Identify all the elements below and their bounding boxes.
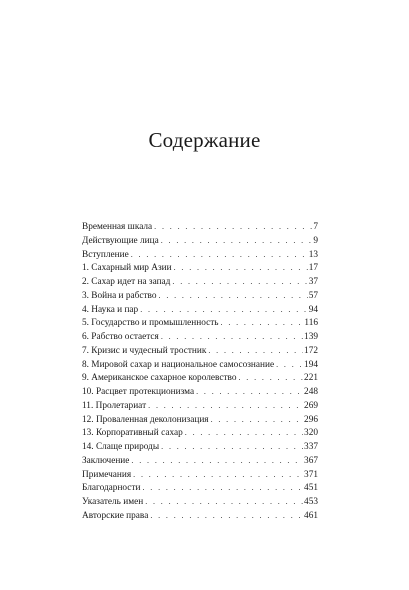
toc-entry-page: 453 [304, 497, 318, 507]
toc-entry-page: 172 [304, 345, 318, 356]
toc-dot-leader [131, 454, 303, 468]
toc-entry [82, 358, 318, 372]
toc-entry [82, 454, 318, 468]
toc-entry-page: 194 [304, 359, 318, 370]
toc-entry-page: 139 [304, 332, 318, 342]
toc-dot-leader [133, 468, 303, 482]
toc-entry-label: Указатель имен [82, 497, 144, 507]
toc-entry [82, 371, 318, 385]
toc-dot-leader [131, 248, 308, 262]
toc-entry-label: Вступление [82, 249, 129, 260]
toc-dot-leader [174, 261, 308, 275]
toc-entry-page: 13 [308, 249, 318, 260]
toc-dot-leader [185, 426, 303, 440]
toc-dot-leader [161, 440, 303, 454]
toc-entry-page: 57 [308, 290, 318, 301]
toc-entry [82, 385, 318, 399]
toc-entry [82, 234, 318, 248]
toc-entry [82, 413, 318, 427]
toc-entry [82, 509, 318, 523]
toc-entry-label: Временная шкала [82, 222, 153, 232]
toc-dot-leader [145, 495, 303, 509]
toc-dot-leader [239, 371, 304, 385]
toc-entry-page: 367 [304, 455, 318, 466]
toc-entry [82, 248, 318, 262]
toc-dot-leader [211, 413, 303, 427]
table-of-contents [82, 220, 318, 523]
toc-entry-page: 337 [304, 442, 318, 452]
toc-entry [82, 289, 318, 303]
toc-entry [82, 481, 318, 495]
toc-entry [82, 316, 318, 330]
toc-entry-label: 3. Война и рабство [82, 290, 157, 301]
toc-entry-page: 371 [304, 469, 318, 480]
toc-entry [82, 303, 318, 317]
toc-entry-page: 320 [304, 428, 318, 439]
toc-entry-page: 7 [313, 222, 318, 232]
toc-dot-leader [196, 385, 303, 399]
toc-entry-label: Примечания [82, 469, 132, 480]
toc-entry [82, 426, 318, 440]
toc-entry-label: Благодарности [82, 483, 141, 494]
toc-entry-label: Авторские права [82, 510, 149, 521]
toc-entry-page: 94 [308, 304, 318, 315]
toc-entry [82, 495, 318, 509]
toc-entry-label: 7. Кризис и чудесный тростник [82, 345, 207, 356]
toc-dot-leader [221, 316, 304, 330]
toc-entry [82, 261, 318, 275]
toc-dot-leader [150, 509, 303, 523]
toc-entry-label: 8. Мировой сахар и национальное самосознание [82, 359, 275, 370]
toc-entry-label: 9. Американское сахарное королевство [82, 373, 237, 384]
toc-entry-page: 17 [308, 263, 318, 274]
toc-entry-label: 12. Проваленная деколонизация [82, 414, 209, 425]
toc-entry-label: 4. Наука и пар [82, 304, 139, 315]
toc-entry [82, 344, 318, 358]
toc-entry-label: 11. Пролетариат [82, 400, 147, 411]
toc-dot-leader [161, 330, 303, 344]
toc-entry-page: 296 [304, 414, 318, 425]
toc-dot-leader [154, 220, 312, 234]
toc-entry-label: Действующие лица [82, 235, 159, 246]
toc-entry-page: 116 [304, 318, 318, 329]
toc-entry-page: 37 [308, 277, 318, 287]
toc-entry [82, 399, 318, 413]
toc-entry-label: 5. Государство и промышленность [82, 318, 219, 329]
toc-entry-page: 9 [313, 235, 318, 246]
toc-entry-label: 14. Слаще природы [82, 442, 160, 452]
toc-entry-page: 269 [304, 400, 318, 411]
toc-entry-label: 2. Сахар идет на запад [82, 277, 171, 287]
toc-dot-leader [172, 275, 307, 289]
toc-entry-label: 13. Корпоративный сахар [82, 428, 183, 439]
toc-entry [82, 440, 318, 454]
toc-dot-leader [159, 289, 308, 303]
toc-entry-page: 451 [304, 483, 318, 494]
toc-dot-leader [161, 234, 313, 248]
toc-entry-page: 461 [304, 510, 318, 521]
toc-entry [82, 468, 318, 482]
page-title: Содержание [148, 128, 261, 152]
toc-entry-label: 6. Рабство остается [82, 332, 159, 342]
toc-entry [82, 275, 318, 289]
toc-entry-page: 248 [304, 387, 318, 397]
toc-dot-leader [142, 481, 303, 495]
toc-dot-leader [140, 303, 308, 317]
toc-entry-label: Заключение [82, 455, 130, 466]
toc-dot-leader [208, 344, 303, 358]
toc-entry-page: 221 [304, 373, 318, 384]
toc-entry-label: 1. Сахарный мир Азии [82, 263, 172, 274]
toc-dot-leader [148, 399, 303, 413]
toc-entry-label: 10. Расцвет протекционизма [82, 387, 195, 397]
toc-entry [82, 330, 318, 344]
toc-dot-leader [276, 358, 303, 372]
toc-entry [82, 220, 318, 234]
